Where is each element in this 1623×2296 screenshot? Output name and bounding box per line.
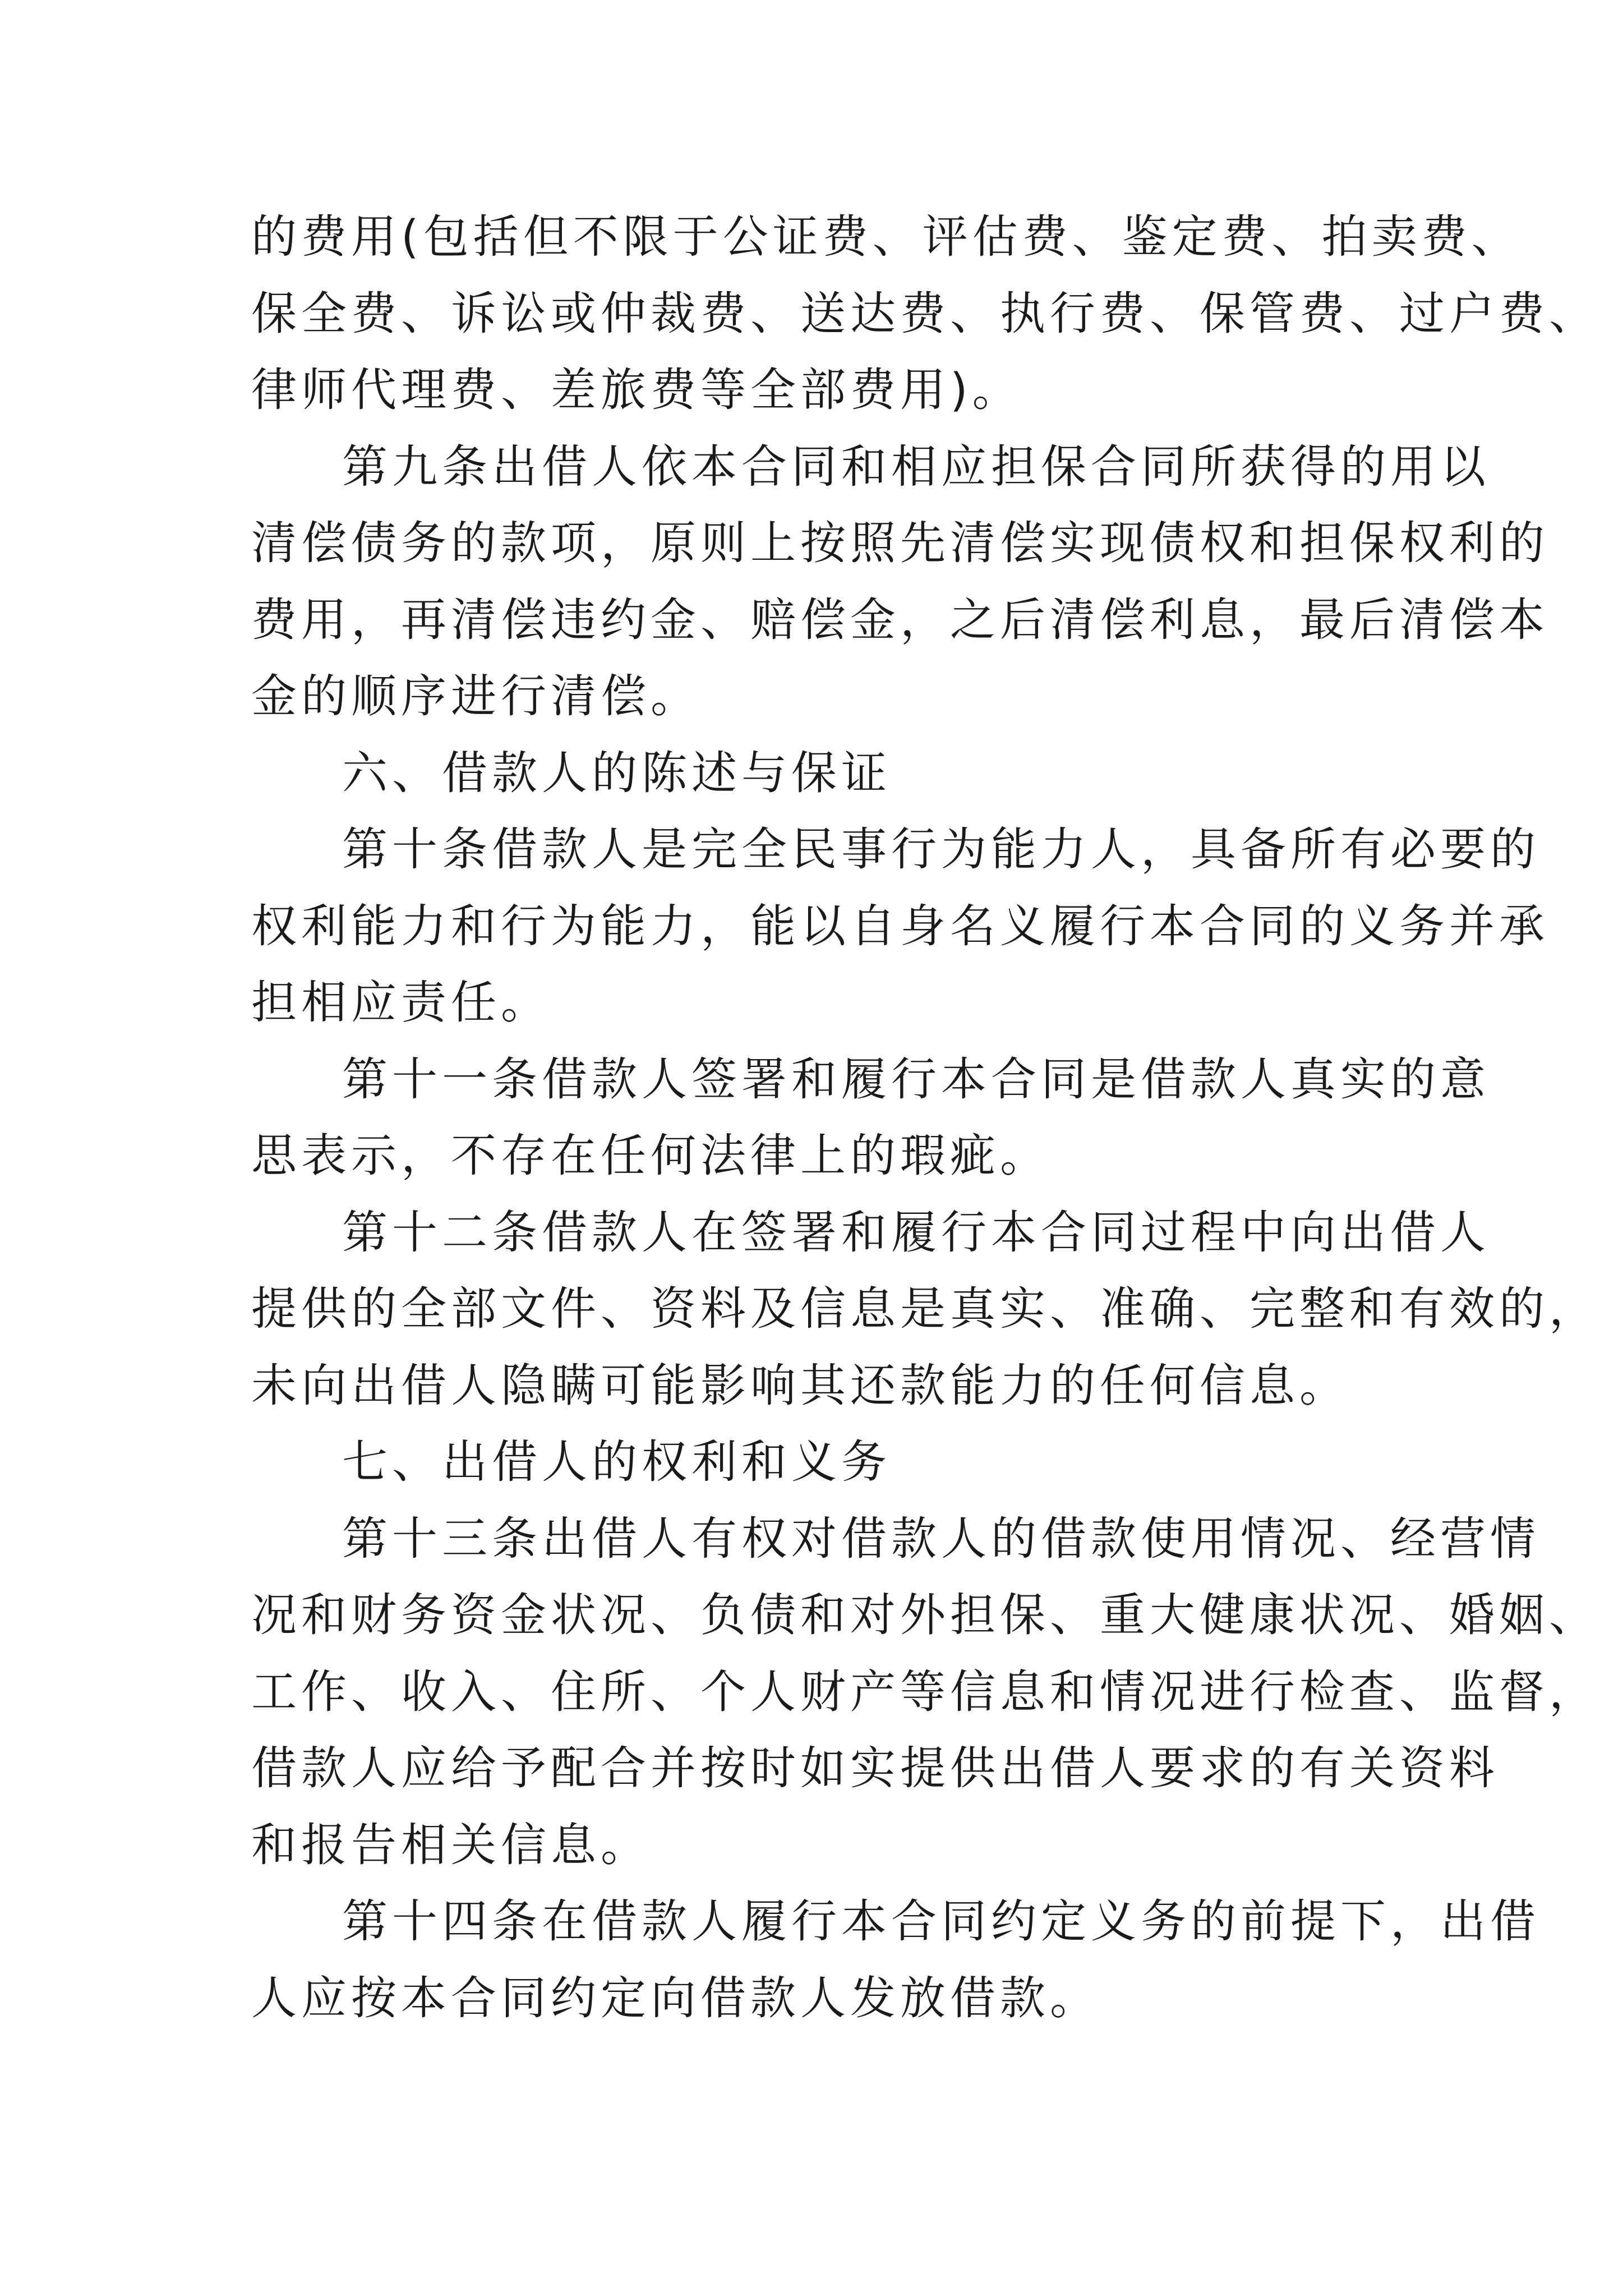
contract-body-text <box>251 199 1599 2037</box>
text-line: 担相应责任。 <box>251 977 551 1029</box>
clause-10-first-line: 第十条借款人是完全民事行为能力人，具备所有必要的 <box>342 823 1541 876</box>
text-line: 人应按本合同约定向借款人发放借款。 <box>251 1972 1100 2025</box>
text-line: 和报告相关信息。 <box>251 1819 651 1872</box>
text-line: 况和财务资金状况、负债和对外担保、重大健康状况、婚姻、 <box>251 1589 1599 1642</box>
text-line: 清偿债务的款项，原则上按照先清偿实现债权和担保权利的 <box>251 517 1550 570</box>
text-line: 律师代理费、差旅费等全部费用)。 <box>251 364 1022 417</box>
text-line: 工作、收入、住所、个人财产等信息和情况进行检查、监督， <box>251 1665 1599 1719</box>
section-heading-seven: 七、出借人的权利和义务 <box>342 1436 892 1489</box>
clause-13-first-line: 第十三条出借人有权对借款人的借款使用情况、经营情 <box>342 1512 1541 1566</box>
clause-14-first-line: 第十四条在借款人履行本合同约定义务的前提下，出借 <box>342 1895 1541 1948</box>
text-line: 提供的全部文件、资料及信息是真实、准确、完整和有效的， <box>251 1283 1599 1336</box>
text-line: 的费用(包括但不限于公证费、评估费、鉴定费、拍卖费、 <box>251 211 1521 264</box>
text-line: 权利能力和行为能力，能以自身名义履行本合同的义务并承 <box>251 900 1550 953</box>
text-line: 借款人应给予配合并按时如实提供出借人要求的有关资料 <box>251 1742 1500 1795</box>
clause-9-first-line: 第九条出借人依本合同和相应担保合同所获得的用以 <box>342 440 1491 494</box>
clause-12-first-line: 第十二条借款人在签署和履行本合同过程中向出借人 <box>342 1206 1491 1259</box>
section-heading-six: 六、借款人的陈述与保证 <box>342 747 892 800</box>
clause-11-first-line: 第十一条借款人签署和履行本合同是借款人真实的意 <box>342 1053 1491 1106</box>
text-line: 未向出借人隐瞒可能影响其还款能力的任何信息。 <box>251 1359 1350 1412</box>
text-line: 金的顺序进行清偿。 <box>251 670 701 723</box>
text-line: 思表示，不存在任何法律上的瑕疵。 <box>251 1130 1050 1182</box>
text-line: 费用，再清偿违约金、赔偿金，之后清偿利息，最后清偿本 <box>251 593 1550 647</box>
text-line: 保全费、诉讼或仲裁费、送达费、执行费、保管费、过户费、 <box>251 287 1599 341</box>
